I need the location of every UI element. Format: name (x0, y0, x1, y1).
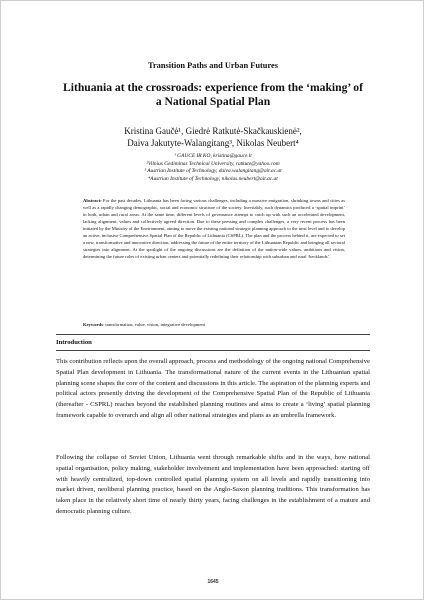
affiliation-2: ²Vilnius Gediminas Technical University, ratkute@yahoo.com (146, 160, 280, 167)
author-line-2: Daiva Jakutyte-Walangitang³, Nikolas Neubert⁴ (127, 138, 299, 148)
abstract (83, 197, 345, 260)
affiliation-3: ³ Austrian Institute of Technology, daiva.walangitang@ait.ac.at (144, 168, 282, 175)
author-list (1, 125, 424, 149)
affiliation-1: ¹ GAUCE IR KO, kristina@gauce.lt (174, 153, 252, 159)
section-heading: Introduction (56, 339, 92, 346)
keywords-label: Keywords (83, 322, 103, 327)
body-paragraph: This contribution reflects upon the overall approach, process and methodology of the ongoing national Comprehensive Spatial Plan development in Lithuania. The transformational nature of the current events in the Lithuanian spatial planning scene shapes the core of the content and discussions in this article. The aspiration of the planning experts and political actors presently driving the development of the Comprehensive Spatial Plan of the Republic of Lithuania (thereafter - CSPRL) reaches beyond the established planning routines and aims to create a ‘living’ spatial planning framework capable to overarch and align all other national strategies and plans as an umbrella framework. (56, 358, 370, 419)
abstract-label: Abstract: (83, 198, 102, 203)
series-title: Transition Paths and Urban Futures (148, 61, 278, 70)
keywords (83, 321, 345, 328)
keywords-text: : transformation, value, vision, integrative development (102, 322, 205, 327)
paper-title: Lithuania at the crossroads: experience from the ‘making’ of a National Spatial Plan (63, 81, 363, 108)
affiliation-4: ⁴Austrian Institute of Technology, nikolas.neubert@ait.ac.at (148, 175, 278, 182)
page-number: 1645 (207, 579, 219, 585)
author-line-1: Kristina Gaučė¹, Giedrė Ratkutė-Skačkauskienė², (124, 126, 302, 136)
abstract-text: For the past decades, Lithuania has been facing various challenges, including a massive emigration, shrinking towns and cities as well as a rapidly changing demographic, social and economic structure of the society. Inevitably, such dynamics produced a ‘spatial imprint’ in both, urban and rural areas. At the same time, different levels of governance attempt to catch up with such an accelerated development, lacking alignment, values and collectively agreed direction. Due to these pressing and complex challenges, a very recent process has been initiated by the Ministry of the Environment, aiming to move the existing national strategic planning approach to the next level and to develop an active, inclusive Comprehensive Spatial Plan of the Republic of Lithuania (CSPRL). The plan and the process behind it, are expected to set a new, transformative and innovative direction, addressing the future of the entire territory of the Lithuanian Republic and bringing all sectoral strategies into alignment. At the spotlight of the ongoing discussions are the definition of the nation-wide values, ambitions and vision, determining the future roles of existing urban centers and potentially redefining their relationship with suburban and rural ‘hecklands’. (83, 198, 345, 259)
section-rule-top (56, 334, 370, 335)
section-rule-bottom (56, 350, 370, 351)
body-paragraph: Following the collapse of Soviet Union, Lithuania went through remarkable shifts and in the ways, how national spatial organisation, policy making, stakeholder involvement and implementation have been approached: starting off with heavily centralized, top-down controlled spatial planning system on all levels and rapidly transitioning into market driven, neoliberal planning practice, based on the Anglo-Saxon planning traditions. This transformation has taken place in the relatively short time of nearly thirty years, facing challenges in the establishment of a mature and democratic planning culture. (56, 454, 370, 515)
affiliation-list (1, 153, 424, 183)
